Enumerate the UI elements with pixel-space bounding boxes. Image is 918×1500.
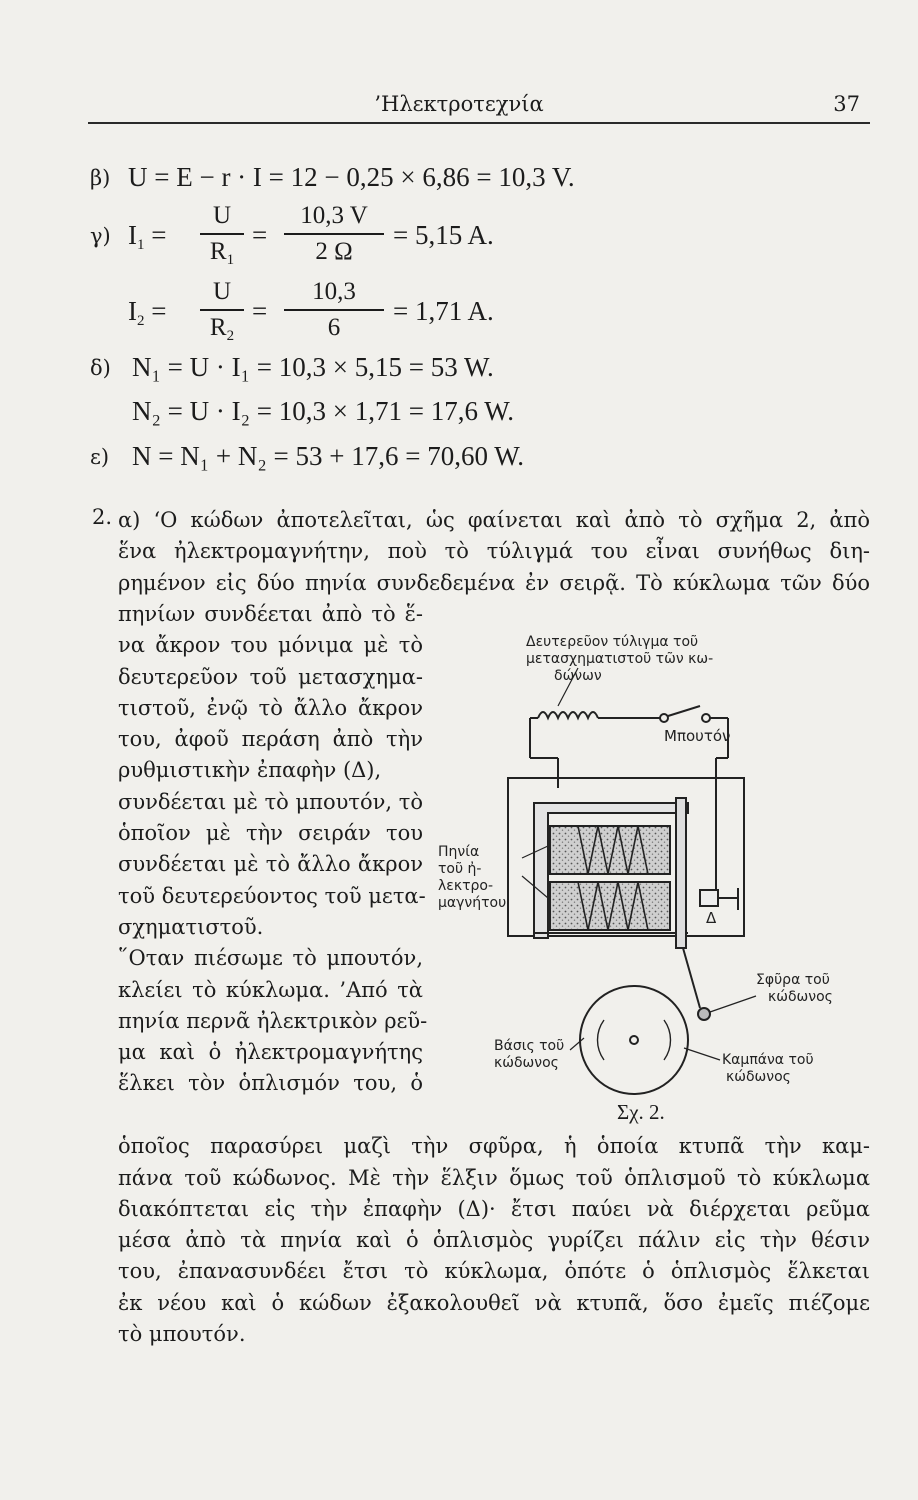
eq-epsilon: N = N₁ + N₂ = 53 + 17,6 = 70,60 W.: [132, 441, 524, 471]
eq-delta-label: δ): [90, 356, 111, 380]
eq-beta: U = E − r · I = 12 − 0,25 × 6,86 = 10,3 V.: [128, 162, 575, 192]
text-line: ἕνα ἠλεκτρομαγνήτην, ποὺ τὸ τύλιγμά του εἶναι συνήθως διη-: [118, 539, 870, 564]
figure-caption: Σχ. 2.: [617, 1100, 665, 1124]
text-line: μέσα ἀπὸ τὰ πηνία καὶ ὁ ὁπλισμὸς γυρίζει πάλιν εἰς τὴν θέσιν: [118, 1228, 870, 1253]
label-bell-base: Βάσις τοῦ κώδωνος: [494, 1038, 565, 1071]
eq-i2-lhs: $I_2$ =: [128, 296, 167, 329]
paragraph-wrapped: [118, 599, 428, 1100]
bell-dome: [580, 986, 688, 1094]
hammer-ball: [698, 1008, 710, 1020]
bell-diagram: [438, 628, 870, 1128]
label-coils: Πηνία τοῦ ἠ- λεκτρο- μαγνήτου: [438, 844, 507, 911]
eq-gamma-frac1: U $R_1$: [200, 202, 244, 269]
label-button: Μπουτόν: [664, 727, 731, 745]
section-number: 2.: [92, 505, 113, 529]
text-line: πηνίων συνδέεται ἀπὸ τὸ ἕ-: [118, 602, 423, 626]
text-line: ρυθμιστικὴν ἐπαφὴν (Δ),: [118, 758, 382, 783]
text-line: πάνα τοῦ κώδωνος. Μὲ τὴν ἕλξιν ὅμως τοῦ ὁπλισμοῦ τὸ κύκλωμα: [118, 1165, 870, 1190]
paragraph-tail: [118, 1100, 870, 1350]
text-line: του, ἀφοῦ περάση ἀπὸ τὴν: [118, 727, 423, 752]
text-line: κλείει τὸ κύκλωμα. ’Από τὰ: [118, 977, 423, 1002]
text-line: μα καὶ ὁ ἠλεκτρομαγνήτης: [118, 1040, 423, 1065]
eq-i2-eq: =: [252, 296, 268, 326]
armature: [676, 798, 686, 948]
eq-gamma-result: = 5,15 A.: [393, 220, 494, 250]
paragraph-intro: [118, 505, 870, 599]
button-contact-left: [660, 714, 668, 722]
text-line: σχηματιστοῦ.: [118, 914, 264, 939]
eq-delta1: N₁ = U · I₁ = 10,3 × 5,15 = 53 W.: [132, 352, 494, 382]
eq-epsilon-label: ε): [90, 445, 110, 469]
button-contact-right: [702, 714, 710, 722]
label-bell-dome: Καμπάνα τοῦ κώδωνος: [722, 1052, 814, 1085]
secondary-winding: [538, 712, 598, 718]
text-line: ἕλκει τὸν ὁπλισμόν του, ὁ: [118, 1071, 423, 1096]
button-lever: [668, 706, 700, 716]
text-line: πηνία περνᾶ ἠλεκτρικὸν ρεῦ-: [118, 1008, 428, 1033]
text-line: ἐκ νέου καὶ ὁ κώδων ἐξακολουθεῖ νὰ κτυπᾶ, ὅσο ἐμεῖς πιέζομε: [118, 1290, 870, 1315]
text-line: τιστοῦ, ἐνῷ τὸ ἄλλο ἄκρον: [118, 695, 423, 720]
text-line: να ἄκρον του μόνιμα μὲ τὸ: [118, 633, 423, 658]
eq-gamma-label: γ): [90, 224, 111, 248]
contact-screw: [700, 890, 718, 906]
text-line: διακόπτεται εἰς τὴν ἐπαφὴν (Δ)· ἔτσι παύει νὰ διέρχεται ρεῦμα: [118, 1196, 870, 1221]
text-line: τὸ μπουτόν.: [118, 1322, 246, 1347]
hammer-rod: [683, 948, 700, 1008]
label-contact-d: Δ: [706, 909, 717, 927]
eq-delta2: N₂ = U · I₂ = 10,3 × 1,71 = 17,6 W.: [132, 396, 514, 426]
text-line: συνδέεται μὲ τὸ μπουτόν, τὸ: [118, 789, 424, 814]
label-secondary-winding: Δευτερεῦον τύλιγμα τοῦ μετασχηματιστοῦ τῶν κω- δώνων: [526, 634, 714, 684]
eq-i2-frac1: U $R_2$: [200, 278, 244, 345]
eq-i2-result: = 1,71 A.: [393, 296, 494, 326]
eq-gamma-lhs: $I_1$ =: [128, 220, 167, 253]
text-line: δευτερεῦον τοῦ μετασχημα-: [118, 664, 423, 689]
eq-gamma-eq: =: [252, 220, 268, 250]
eq-i2-frac2: 10,3 6: [284, 278, 384, 342]
text-line: συνδέεται μὲ τὸ ἄλλο ἄκρον: [118, 852, 423, 877]
eq-gamma-frac2: 10,3 V 2 Ω: [284, 202, 384, 266]
eq-beta-label: β): [90, 166, 111, 190]
page-number: 37: [833, 92, 860, 116]
label-hammer: Σφῦρα τοῦ κώδωνος: [756, 972, 833, 1005]
text-line: ὁποῖον μὲ τὴν σειράν του: [118, 821, 423, 846]
running-header-title: ’Ηλεκτροτεχνία: [374, 92, 544, 116]
text-line: ρημένον εἰς δύο πηνία συνδεδεμένα ἐν σειρᾷ. Τὸ κύκλωμα τῶν δύο: [118, 570, 870, 595]
text-line: ὁποῖος παρασύρει μαζὶ τὴν σφῦρα, ἡ ὁποία κτυπᾶ τὴν καμ-: [118, 1134, 870, 1159]
text-line: ῞Οταν πιέσωμε τὸ μπουτόν,: [118, 946, 423, 971]
text-line: τοῦ δευτερεύοντος τοῦ μετα-: [118, 883, 426, 908]
text-line: του, ἐπανασυνδέει ἔτσι τὸ κύκλωμα, ὁπότε ὁ ὁπλισμὸς ἕλκεται: [118, 1259, 870, 1284]
text-line: α) ‘Ο κώδων ἀποτελεῖται, ὡς φαίνεται καὶ ἀπὸ τὸ σχῆμα 2, ἀπὸ: [118, 508, 870, 532]
header-rule: [88, 122, 870, 124]
